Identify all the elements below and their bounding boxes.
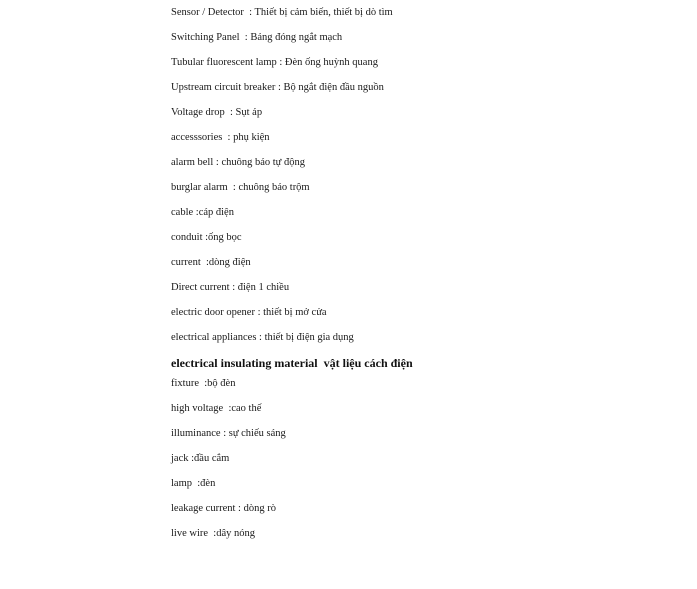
glossary-entry-burglar-alarm: burglar alarm : chuông báo trộm — [171, 182, 310, 193]
glossary-entry-voltage-drop: Voltage drop : Sụt áp — [171, 107, 263, 118]
glossary-entry-tubular-fluorescent-lamp: Tubular fluorescent lamp : Đèn ống huỳnh quang — [171, 57, 378, 68]
glossary-entry-electrical-insulating-material: electrical insulating material vật liệu cách điện — [171, 356, 413, 370]
glossary-entry-electric-door-opener: electric door opener : thiết bị mở cửa — [171, 307, 327, 318]
glossary-entry-accessories: accesssories : phụ kiện — [171, 132, 270, 143]
glossary-entry-alarm-bell: alarm bell : chuông báo tự động — [171, 157, 305, 168]
glossary-entry-conduit: conduit :ống bọc — [171, 232, 242, 243]
glossary-entry-current: current :dòng điện — [171, 257, 251, 268]
glossary-entry-lamp: lamp :đèn — [171, 478, 216, 489]
glossary-entry-leakage-current: leakage current : dòng rò — [171, 503, 276, 514]
glossary-entry-sensor-detector: Sensor / Detector : Thiết bị cảm biến, thiết bị dò tìm — [171, 7, 393, 18]
glossary-entry-fixture: fixture :bộ đèn — [171, 378, 236, 389]
glossary-entry-jack: jack :đầu cắm — [171, 453, 230, 464]
glossary-entry-illuminance: illuminance : sự chiếu sáng — [171, 428, 286, 439]
glossary-entry-switching-panel: Switching Panel : Bảng đóng ngắt mạch — [171, 32, 343, 43]
glossary-entry-high-voltage: high voltage :cao thế — [171, 403, 262, 414]
glossary-entry-cable: cable :cáp điện — [171, 207, 234, 218]
glossary-entry-direct-current: Direct current : điện 1 chiều — [171, 282, 290, 293]
glossary-entry-live-wire: live wire :dây nóng — [171, 528, 255, 539]
glossary-entry-upstream-circuit-breaker: Upstream circuit breaker : Bộ ngắt điện đầu nguồn — [171, 82, 384, 93]
glossary-entry-electrical-appliances: electrical appliances : thiết bị điện gia dụng — [171, 332, 354, 343]
